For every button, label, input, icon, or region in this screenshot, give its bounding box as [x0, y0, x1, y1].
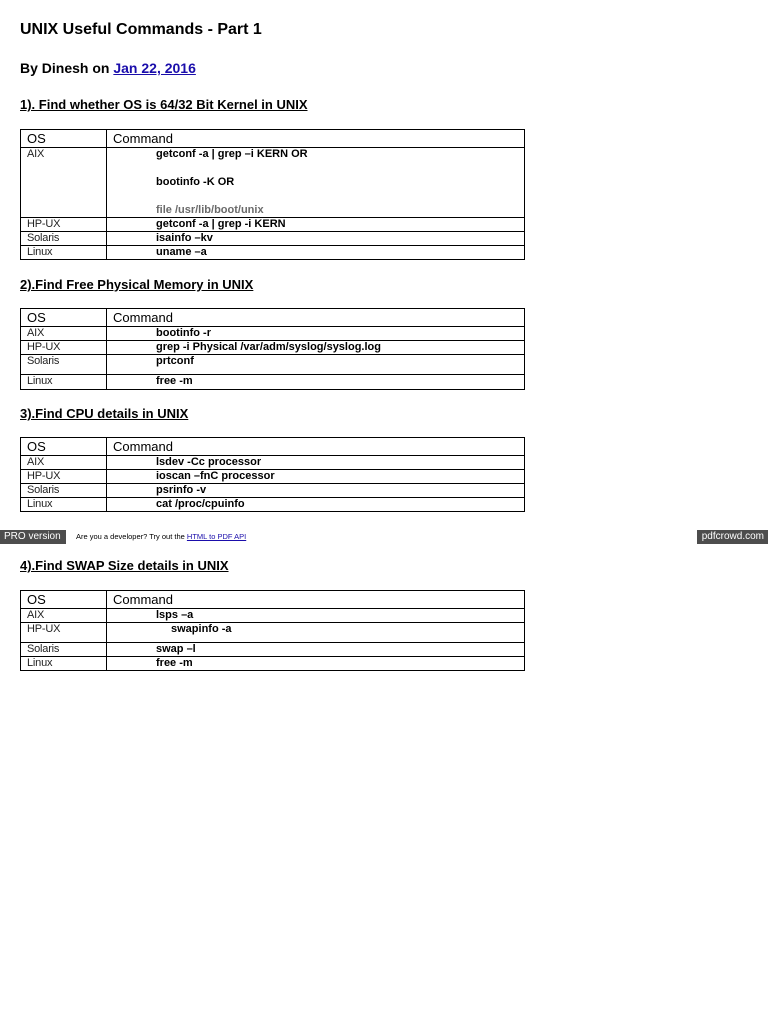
memory-table: [20, 308, 525, 390]
os-cell: Linux: [21, 498, 107, 512]
table-row: [21, 218, 525, 232]
table-row: [21, 657, 525, 671]
section-heading-kernel: 1). Find whether OS is 64/32 Bit Kernel in UNIX: [20, 97, 308, 112]
section-heading-memory: 2).Find Free Physical Memory in UNIX: [20, 277, 254, 292]
os-cell: Linux: [21, 375, 107, 390]
date-link[interactable]: Jan 22, 2016: [113, 60, 196, 76]
command-cell: swapinfo -a: [107, 623, 525, 643]
table-header-row: [21, 438, 525, 456]
table-row: [21, 623, 525, 643]
command-cell: getconf -a | grep -i KERN: [107, 218, 525, 232]
table-row: [21, 643, 525, 657]
developer-promo: [76, 532, 246, 541]
os-cell: Solaris: [21, 643, 107, 657]
table-row: [21, 148, 525, 218]
command-cell: swap –l: [107, 643, 525, 657]
table-header-row: [21, 309, 525, 327]
section-heading-swap: 4).Find SWAP Size details in UNIX: [20, 558, 229, 573]
os-cell: HP-UX: [21, 623, 107, 643]
table-row: [21, 232, 525, 246]
pdfcrowd-brand[interactable]: pdfcrowd.com: [697, 530, 768, 544]
os-cell: HP-UX: [21, 341, 107, 355]
command-cell: bootinfo -r: [107, 327, 525, 341]
section-heading-cpu: 3).Find CPU details in UNIX: [20, 406, 189, 421]
table-header-row: [21, 591, 525, 609]
os-column-header: OS: [21, 591, 107, 609]
os-column-header: OS: [21, 438, 107, 456]
table-row: [21, 327, 525, 341]
command-cell: free -m: [107, 657, 525, 671]
os-column-header: OS: [21, 309, 107, 327]
command-cell: ioscan –fnC processor: [107, 470, 525, 484]
os-cell: Linux: [21, 246, 107, 260]
os-column-header: OS: [21, 130, 107, 148]
table-row: [21, 246, 525, 260]
command-line: bootinfo -K OR: [156, 176, 235, 188]
table-row: [21, 456, 525, 470]
table-header-row: [21, 130, 525, 148]
command-cell: uname –a: [107, 246, 525, 260]
command-cell: cat /proc/cpuinfo: [107, 498, 525, 512]
os-cell: Linux: [21, 657, 107, 671]
os-cell: AIX: [21, 609, 107, 623]
os-cell: AIX: [21, 456, 107, 470]
command-cell: lsdev -Cc processor: [107, 456, 525, 470]
os-cell: Solaris: [21, 355, 107, 375]
command-line: file /usr/lib/boot/unix: [156, 204, 264, 216]
os-cell: HP-UX: [21, 470, 107, 484]
command-cell: [107, 148, 525, 218]
command-line: getconf -a | grep –i KERN OR: [156, 148, 308, 160]
kernel-bits-table: [20, 129, 525, 260]
os-cell: Solaris: [21, 484, 107, 498]
command-cell: psrinfo -v: [107, 484, 525, 498]
command-column-header: Command: [107, 438, 525, 456]
os-cell: HP-UX: [21, 218, 107, 232]
command-cell: free -m: [107, 375, 525, 390]
table-row: [21, 470, 525, 484]
byline: [20, 60, 196, 76]
pro-version-badge[interactable]: PRO version: [0, 530, 66, 544]
command-cell: isainfo –kv: [107, 232, 525, 246]
table-row: [21, 484, 525, 498]
page-title: UNIX Useful Commands - Part 1: [20, 21, 262, 38]
command-column-header: Command: [107, 591, 525, 609]
os-cell: AIX: [21, 327, 107, 341]
table-row: [21, 609, 525, 623]
command-column-header: Command: [107, 309, 525, 327]
os-cell: Solaris: [21, 232, 107, 246]
html-to-pdf-api-link[interactable]: HTML to PDF API: [186, 532, 247, 541]
cpu-table: [20, 437, 525, 512]
command-cell: prtconf: [107, 355, 525, 375]
swap-table: [20, 590, 525, 671]
command-cell: lsps –a: [107, 609, 525, 623]
developer-promo-text: Are you a developer? Try out the: [76, 532, 187, 541]
table-row: [21, 341, 525, 355]
command-cell: grep -i Physical /var/adm/syslog/syslog.log: [107, 341, 525, 355]
byline-prefix: By Dinesh on: [20, 60, 114, 76]
os-cell: AIX: [21, 148, 107, 218]
table-row: [21, 375, 525, 390]
command-column-header: Command: [107, 130, 525, 148]
table-row: [21, 498, 525, 512]
table-row: [21, 355, 525, 375]
